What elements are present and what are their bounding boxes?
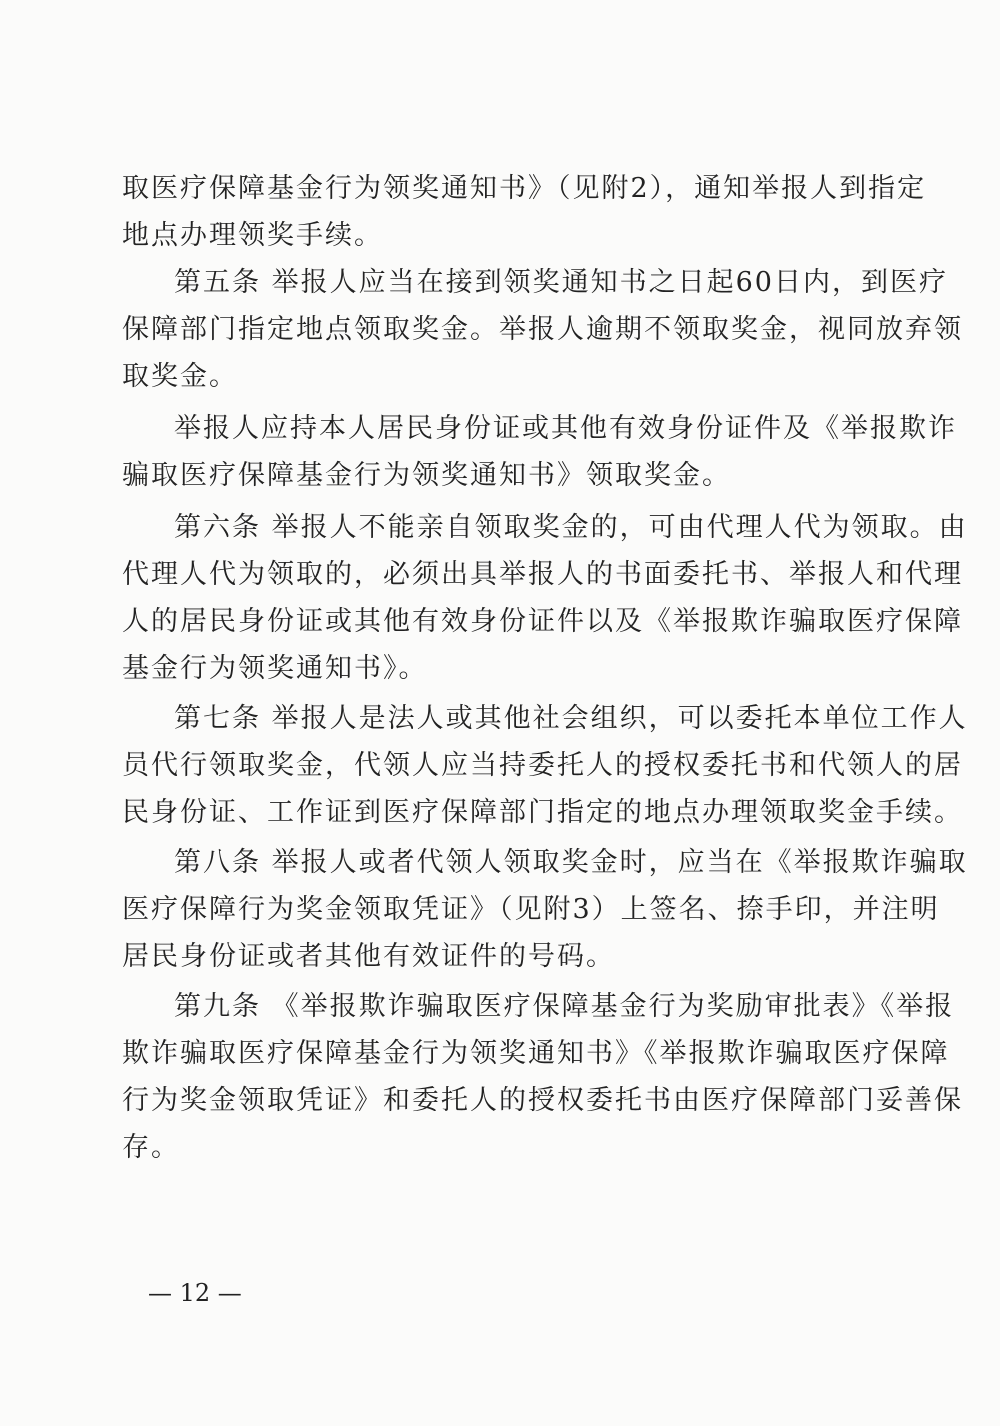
- paragraph-line-1: 举报人应持本人居民身份证或其他有效身份证件及《举报欺诈: [174, 413, 957, 444]
- article-6-line-4: 基金行为领奖通知书》。: [122, 653, 428, 684]
- page-number: — 12 —: [148, 1279, 242, 1307]
- article-6-line-3: 人的居民身份证或其他有效身份证件以及《举报欺诈骗取医疗保障: [122, 606, 963, 637]
- text-line-1: 取医疗保障基金行为领奖通知书》（见附2），通知举报人到指定: [122, 173, 927, 204]
- article-7-line-3: 民身份证、工作证到医疗保障部门指定的地点办理领取奖金手续。: [122, 797, 963, 828]
- article-7-line-2: 员代行领取奖金，代领人应当持委托人的授权委托书和代领人的居: [122, 750, 963, 781]
- article-6-line-2: 代理人代为领取的，必须出具举报人的书面委托书、举报人和代理: [122, 559, 963, 590]
- article-9-line-1: 第九条 《举报欺诈骗取医疗保障基金行为奖励审批表》《举报: [174, 991, 955, 1022]
- article-5-line-3: 取奖金。: [122, 361, 238, 392]
- article-8-line-2: 医疗保障行为奖金领取凭证》（见附3）上签名、捺手印，并注明: [122, 894, 940, 925]
- paragraph-line-2: 骗取医疗保障基金行为领奖通知书》领取奖金。: [122, 460, 731, 491]
- article-8-line-3: 居民身份证或者其他有效证件的号码。: [122, 941, 615, 972]
- article-9-line-3: 行为奖金领取凭证》和委托人的授权委托书由医疗保障部门妥善保: [122, 1085, 963, 1116]
- article-8-line-1: 第八条 举报人或者代领人领取奖金时，应当在《举报欺诈骗取: [174, 847, 968, 878]
- text-line-2: 地点办理领奖手续。: [122, 220, 383, 251]
- article-9-line-2: 欺诈骗取医疗保障基金行为领奖通知书》《举报欺诈骗取医疗保障: [122, 1038, 950, 1069]
- article-7-line-1: 第七条 举报人是法人或其他社会组织，可以委托本单位工作人: [174, 703, 968, 734]
- article-5-line-1: 第五条 举报人应当在接到领奖通知书之日起60日内，到医疗: [174, 267, 948, 298]
- article-5-line-2: 保障部门指定地点领取奖金。举报人逾期不领取奖金，视同放弃领: [122, 314, 963, 345]
- article-6-line-1: 第六条 举报人不能亲自领取奖金的，可由代理人代为领取。由: [174, 512, 968, 543]
- article-9-line-4: 存。: [122, 1132, 180, 1163]
